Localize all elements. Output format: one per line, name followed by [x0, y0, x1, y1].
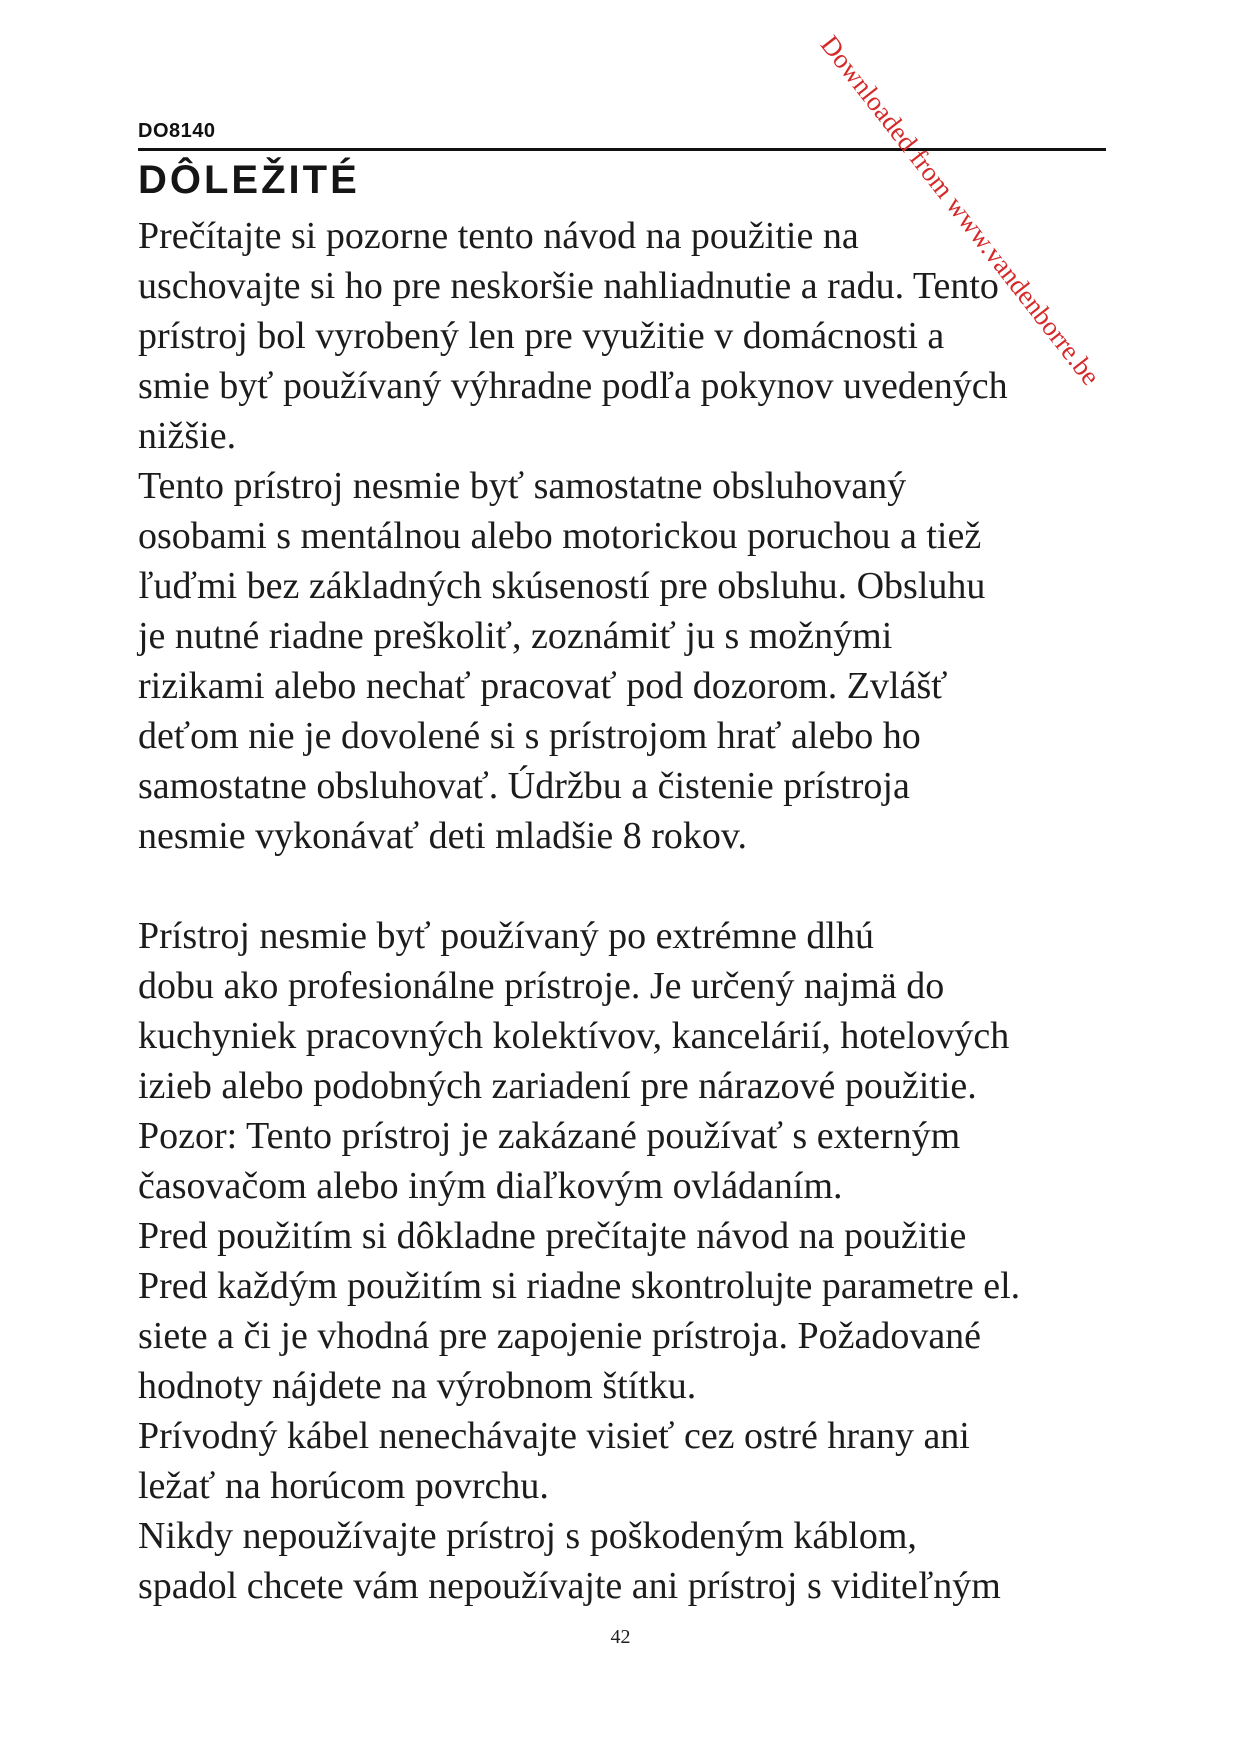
page-number: 42 [610, 1626, 631, 1648]
header-divider [138, 148, 1106, 151]
paragraph-important-usage [138, 211, 1138, 861]
watermark: Downloaded from www.vandenborre.be [814, 29, 1107, 391]
text-line: kuchyniek pracovných kolektívov, kancelárií, hotelových [138, 1015, 1010, 1057]
text-line: Pred každým použitím si riadne skontrolujte parametre el. [138, 1265, 1021, 1307]
text-line: samostatne obsluhovať. Údržbu a čistenie prístroja [138, 765, 910, 807]
text-line: Pred použitím si dôkladne prečítajte návod na použitie [138, 1215, 967, 1257]
text-line: spadol chcete vám nepoužívajte ani prístroj s viditeľným [138, 1565, 1001, 1607]
model-code: DO8140 [138, 120, 216, 142]
text-line: prístroj bol vyrobený len pre využitie v domácnosti a [138, 315, 945, 357]
text-line: hodnoty nájdete na výrobnom štítku. [138, 1365, 697, 1407]
text-line: nižšie. [138, 415, 237, 457]
paragraph-safety-instructions [138, 911, 1138, 1611]
text-line: ležať na horúcom povrchu. [138, 1465, 549, 1507]
text-line: je nutné riadne preškoliť, zoznámiť ju s možnými [138, 615, 893, 657]
body-text [138, 211, 1138, 1611]
text-line: ľuďmi bez základných skúseností pre obsluhu. Obsluhu [138, 565, 986, 607]
text-line: osobami s mentálnou alebo motorickou poruchou a tiež [138, 515, 982, 557]
text-line: rizikami alebo nechať pracovať pod dozorom. Zvlášť [138, 665, 948, 707]
text-line: Prístroj nesmie byť používaný po extrémne dlhú [138, 915, 874, 957]
text-line: izieb alebo podobných zariadení pre nárazové použitie. [138, 1065, 977, 1107]
page-title: DÔLEŽITÉ [138, 158, 360, 202]
text-line: Pozor: Tento prístroj je zakázané používať s externým [138, 1115, 961, 1157]
text-line: smie byť používaný výhradne podľa pokynov uvedených [138, 365, 1008, 407]
text-line: deťom nie je dovolené si s prístrojom hrať alebo ho [138, 715, 921, 757]
text-line: uschovajte si ho pre neskoršie nahliadnutie a radu. Tento [138, 265, 999, 307]
text-line: Prívodný kábel nenechávajte visieť cez ostré hrany ani [138, 1415, 970, 1457]
text-line: časovačom alebo iným diaľkovým ovládaním. [138, 1165, 843, 1207]
paragraph-spacer [138, 861, 1138, 911]
text-line: Tento prístroj nesmie byť samostatne obsluhovaný [138, 465, 907, 507]
text-line: siete a či je vhodná pre zapojenie prístroja. Požadované [138, 1315, 982, 1357]
text-line: dobu ako profesionálne prístroje. Je určený najmä do [138, 965, 945, 1007]
text-line: Prečítajte si pozorne tento návod na použitie na [138, 215, 859, 257]
text-line: nesmie vykonávať deti mladšie 8 rokov. [138, 815, 747, 857]
text-line: Nikdy nepoužívajte prístroj s poškodeným káblom, [138, 1515, 917, 1557]
